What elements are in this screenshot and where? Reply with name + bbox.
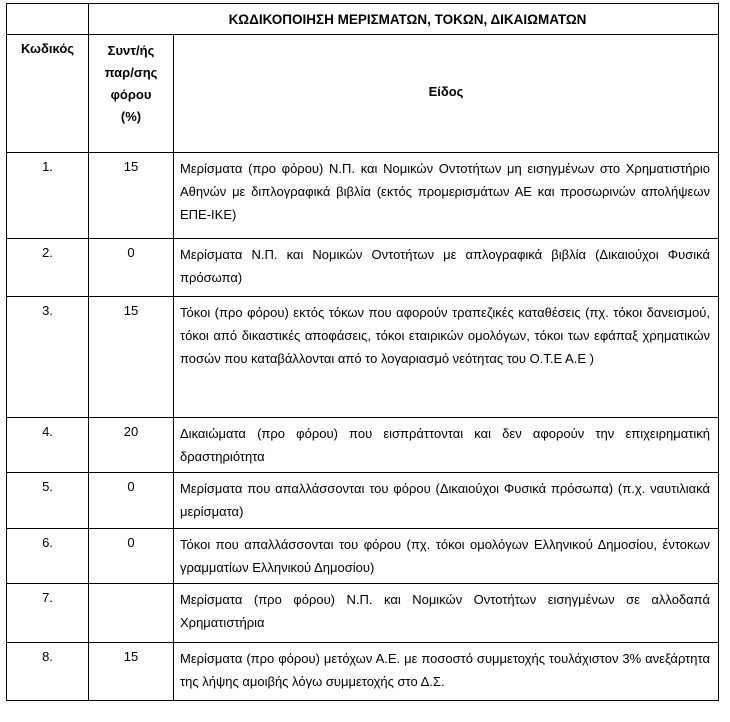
row-rate: 15: [89, 153, 174, 239]
row-rate: 0: [89, 473, 174, 529]
row-description: Τόκοι (προ φόρου) εκτός τόκων που αφορούν τραπεζικές καταθέσεις (πχ. τόκοι δανεισμού, τόκοι από δικαστικές αποφάσεις, τόκοι εταιρικών ομολόγων, τόκοι των εφάπαξ χρηματικών ποσών που καταβάλλονται από το λογαριασμό νεότητας του Ο.Τ.Ε Α.Ε ): [174, 297, 719, 418]
dividends-interest-royalties-table: [6, 3, 719, 701]
header-rate-line: φόρου: [110, 87, 152, 102]
header-rate-line: Συντ/ής: [107, 43, 155, 58]
row-rate: [89, 584, 174, 643]
row-rate: 15: [89, 643, 174, 701]
row-description: Μερίσματα (προ φόρου) Ν.Π. και Νομικών Οντοτήτων εισηγμένων σε αλλοδαπά Χρηματιστήρια: [174, 584, 719, 643]
row-code: 1.: [7, 153, 89, 239]
row-code: 8.: [7, 643, 89, 701]
row-description: Δικαιώματα (προ φόρου) που εισπράττονται και δεν αφορούν την επιχειρηματική δραστηριότητα: [174, 418, 719, 473]
table-row: [7, 418, 719, 473]
row-description: Μερίσματα που απαλλάσσονται του φόρου (Δικαιούχοι Φυσικά πρόσωπα) (π.χ. ναυτιλιακά μερίσματα): [174, 473, 719, 529]
row-description: Μερίσματα (προ φόρου) Ν.Π. και Νομικών Οντοτήτων μη εισηγμένων στο Χρηματιστήριο Αθηνών με διπλογραφικά βιβλία (εκτός προμερισμάτων ΑΕ και προσωρινών απολήψεων ΕΠΕ-ΙΚΕ): [174, 153, 719, 239]
title-row: [7, 4, 719, 35]
table-row: [7, 529, 719, 584]
row-code: 7.: [7, 584, 89, 643]
row-code: 6.: [7, 529, 89, 584]
header-rate-line: παρ/σης: [104, 65, 158, 80]
table-row: [7, 584, 719, 643]
header-row: [7, 35, 719, 153]
row-rate: 20: [89, 418, 174, 473]
row-description: Μερίσματα (προ φόρου) μετόχων Α.Ε. με ποσοστό συμμετοχής τουλάχιστον 3% ανεξάρτητα της λήψης αμοιβής λόγω συμμετοχής στο Δ.Σ.: [174, 643, 719, 701]
header-code: Κωδικός: [7, 35, 89, 153]
row-description: Μερίσματα Ν.Π. και Νομικών Οντοτήτων με απλογραφικά βιβλία (Δικαιούχοι Φυσικά πρόσωπα): [174, 239, 719, 297]
header-rate: [89, 35, 174, 153]
table-row: [7, 473, 719, 529]
row-code: 5.: [7, 473, 89, 529]
title-blank-cell: [7, 4, 89, 35]
header-rate-line: (%): [120, 109, 142, 124]
row-rate: 15: [89, 297, 174, 418]
table-row: [7, 643, 719, 701]
row-code: 2.: [7, 239, 89, 297]
row-rate: 0: [89, 529, 174, 584]
table-title: ΚΩΔΙΚΟΠΟΙΗΣΗ ΜΕΡΙΣΜΑΤΩΝ, ΤΟΚΩΝ, ΔΙΚΑΙΩΜΑΤΩΝ: [89, 4, 719, 35]
row-rate: 0: [89, 239, 174, 297]
row-description: Τόκοι που απαλλάσσονται του φόρου (πχ. τόκοι ομολόγων Ελληνικού Δημοσίου, έντοκων γραμματίων Ελληνικού Δημοσίου): [174, 529, 719, 584]
row-code: 3.: [7, 297, 89, 418]
table-row: [7, 239, 719, 297]
table-row: [7, 297, 719, 418]
table-row: [7, 153, 719, 239]
header-type: Είδος: [174, 35, 719, 153]
row-code: 4.: [7, 418, 89, 473]
